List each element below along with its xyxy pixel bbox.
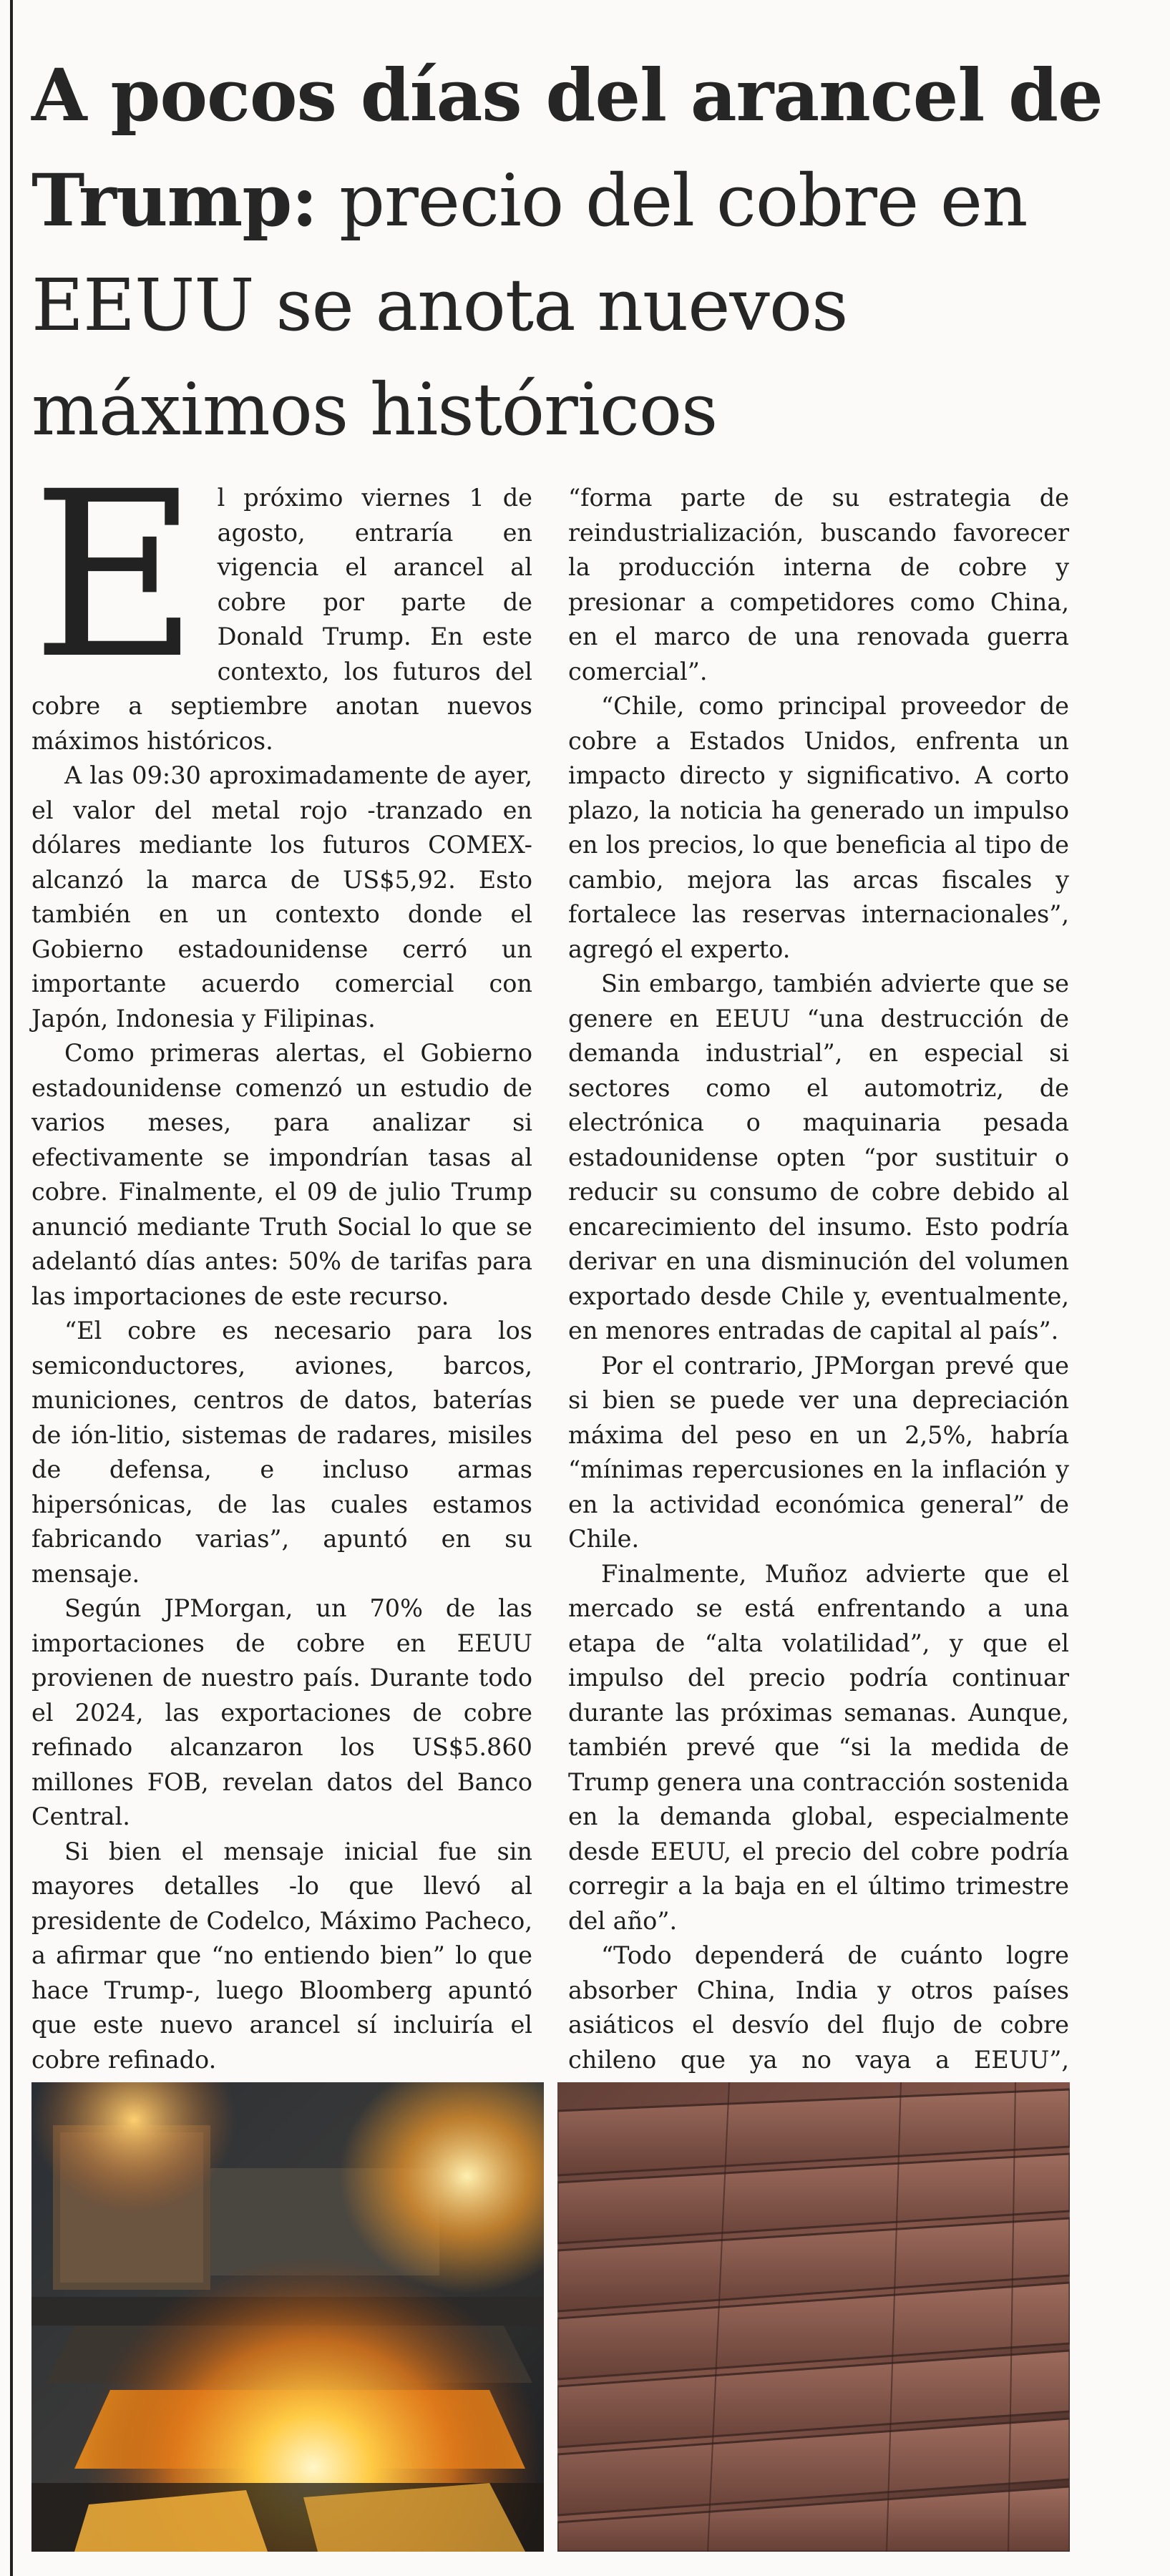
article-column-left [31, 443, 532, 2182]
paragraph: “Todo dependerá de cuánto logre absorber China, India y otros países asiáticos el desvío del flujo de cobre chileno que ya no vaya a EEUU”, [568, 1941, 1069, 2074]
lead-text: l próximo viernes 1 de agosto, entraría en vigencia el arancel al cobre por parte de Donald Trump. En este contexto, los futuros del cobre a septiembre anotan nuevos máximos históricos. [31, 484, 532, 755]
paragraph: Por el contrario, JPMorgan prevé que si bien se puede ver una depreciación máxima del peso en un 2,5%, habría “mínimas repercusiones en la inflación y en la actividad económica general” de Chile. [568, 1351, 1069, 1553]
headline [31, 43, 1134, 462]
drop-cap: E [31, 443, 199, 709]
molten-copper-photo [31, 2082, 544, 2552]
paragraph: Finalmente, Muñoz advierte que el mercado se está enfrentando a una etapa de “alta volatilidad”, y que el impulso del precio podría continuar durante las próximas semanas. Aunque, también prevé que “si la medida de Trump genera una contracción sostenida en la demanda global, especialmente desde EEUU, el precio del cobre podría corregir a la baja en el último trimestre del año”. [568, 1559, 1069, 1935]
lead-paragraph [31, 443, 532, 758]
paragraph: A las 09:30 aproximadamente de ayer, el valor del metal rojo -tranzado en dólares mediante los futuros COMEX- alcanzó la marca de US$5,92. Esto también en un contexto donde el Gobierno estadounidense cerró un importante acuerdo comercial con Japón, Indonesia y Filipinas. [31, 761, 532, 1033]
paragraph: Como primeras alertas, el Gobierno estadounidense comenzó un estudio de varios meses, para analizar si efectivamente se impondrían tasas al cobre. Finalmente, el 09 de julio Trump anunció mediante Truth Social lo que se adelantó días antes: 50% de tarifas para las importaciones de este recurso. [31, 1039, 532, 1310]
page-left-rule [10, 0, 13, 2576]
paragraph: Sin embargo, también advierte que se genere en EEUU “una destrucción de demanda industrial”, en especial si sectores como el automotriz, de electrónica o maquinaria pesada estadounidense opten “por sustituir o reducir su consumo de cobre debido al encarecimiento del insumo. Esto podría derivar en una disminución del volumen exportado desde Chile y, eventualmente, en menores entradas de capital al país”. [568, 970, 1069, 1345]
article-column-right [568, 481, 1069, 2112]
headline-rest: precio del cobre en EEUU se anota nuevos máximos históricos [31, 159, 1028, 452]
copper-cathodes-photo [557, 2082, 1070, 2552]
paragraph: “Chile, como principal proveedor de cobre a Estados Unidos, enfrenta un impacto directo y significativo. A corto plazo, la noticia ha generado un impulso en los precios, lo que beneficia al tipo de cambio, mejora las arcas fiscales y fortalece las reservas internacionales”, agregó el experto. [568, 692, 1069, 963]
paragraph-continued: “forma parte de su estrategia de reindustrialización, buscando favorecer la producción interna de cobre y presionar a competidores como China, en el marco de una renovada guerra comercial”. [568, 484, 1069, 686]
paragraph: “El cobre es necesario para los semiconductores, aviones, barcos, municiones, centros de datos, baterías de ión-litio, sistemas de radares, misiles de defensa, e incluso armas hipersónicas, de las cuales estamos fabricando varias”, apuntó en su mensaje. [31, 1317, 532, 1588]
headline-bold: A pocos días del arancel de Trump: [31, 53, 1103, 243]
paragraph: Si bien el mensaje inicial fue sin mayores detalles -lo que llevó al presidente de Codelco, Máximo Pacheco, a afirmar que “no entiendo bien” lo que hace Trump-, luego Bloomberg apuntó que este nuevo arancel sí incluiría el cobre refinado. [31, 1837, 532, 2074]
paragraph: Según JPMorgan, un 70% de las importaciones de cobre en EEUU provienen de nuestro país. Durante todo el 2024, las exportaciones de cobre refinado alcanzaron los US$5.860 millones FOB, revelan datos del Banco Central. [31, 1594, 532, 1830]
